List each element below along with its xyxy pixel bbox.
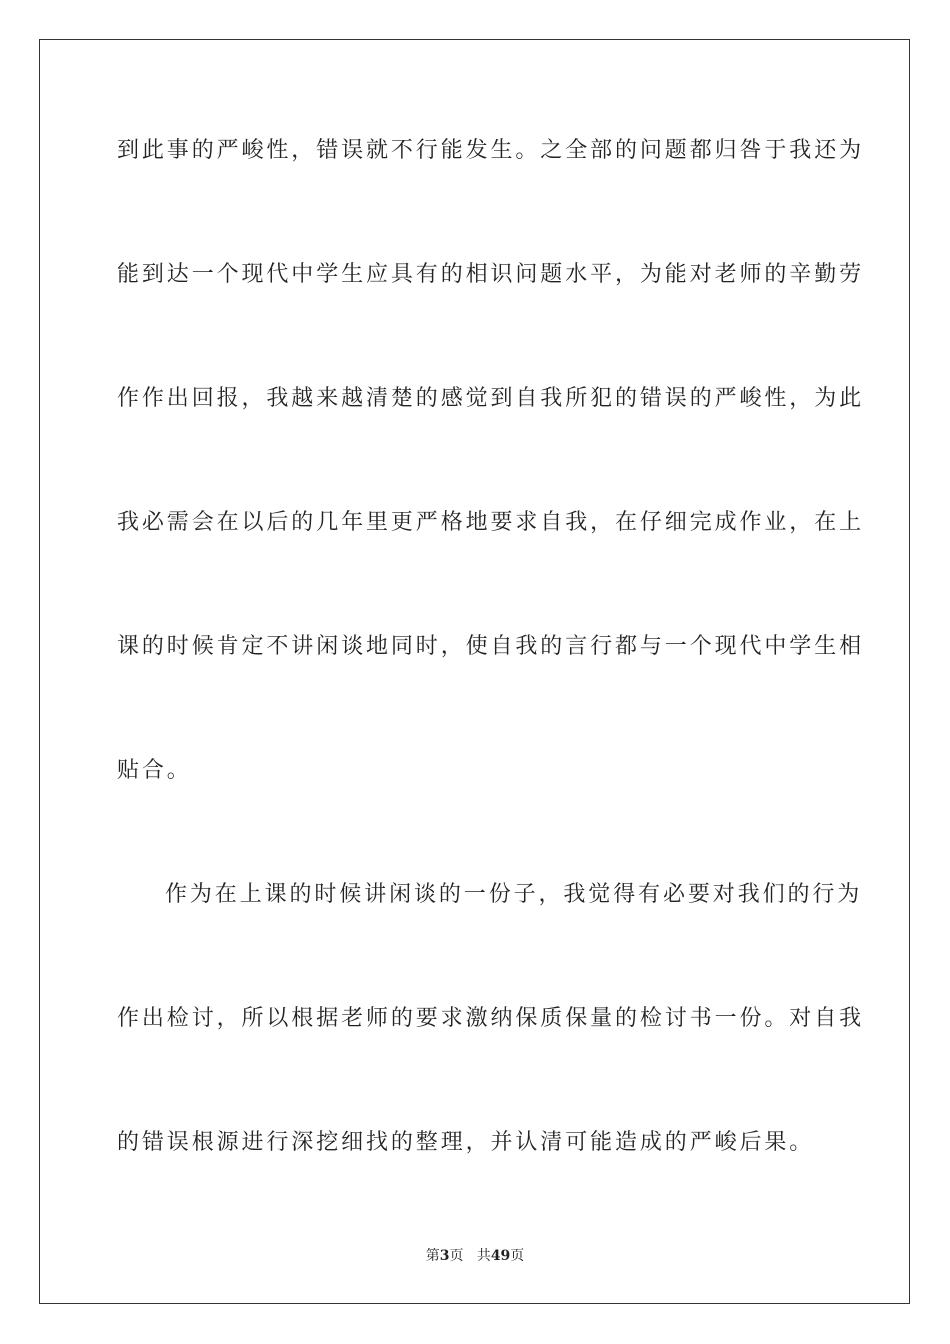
paragraph-line-indented: 作为在上课的时候讲闲谈的一份子，我觉得有必要对我们的行为 [165, 882, 863, 907]
page-border [39, 39, 910, 1304]
page-suffix: 页 [449, 1248, 464, 1264]
total-prefix: 共 [476, 1248, 491, 1264]
paragraph-line: 课的时候肯定不讲闲谈地同时，使自我的言行都与一个现代中学生相 [117, 634, 865, 659]
paragraph-line: 我必需会在以后的几年里更严格地要求自我，在仔细完成作业，在上 [117, 510, 865, 535]
page-number: 3 [439, 1248, 450, 1264]
paragraph-line: 作出检讨，所以根据老师的要求激纳保质保量的检讨书一份。对自我 [117, 1006, 865, 1031]
paragraph-line: 贴合。 [117, 758, 192, 783]
paragraph-line: 的错误根源进行深挖细找的整理，并认清可能造成的严峻后果。 [117, 1130, 815, 1155]
paragraph-line: 能到达一个现代中学生应具有的相识问题水平，为能对老师的辛勤劳 [117, 262, 865, 287]
page-prefix: 第 [425, 1248, 440, 1264]
total-suffix: 页 [510, 1248, 525, 1264]
paragraph-line: 到此事的严峻性，错误就不行能发生。之全部的问题都归咎于我还为 [117, 138, 865, 163]
page-footer [0, 1247, 950, 1265]
total-pages: 49 [490, 1248, 511, 1264]
paragraph-line: 作作出回报，我越来越清楚的感觉到自我所犯的错误的严峻性，为此 [117, 386, 865, 411]
